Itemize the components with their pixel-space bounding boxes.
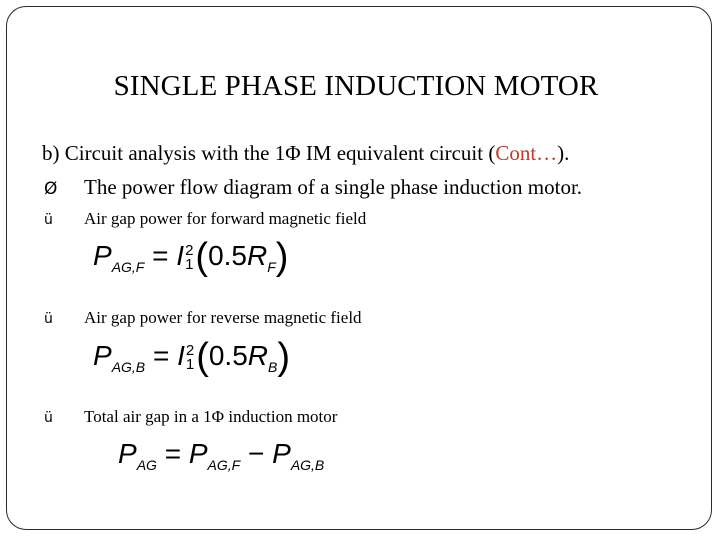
- total-air-gap-power-formula: [118, 438, 324, 473]
- formula-symbol: P: [272, 438, 291, 469]
- main-bullet: [44, 175, 582, 200]
- forward-air-gap-power-formula: [93, 236, 288, 279]
- formula-minus: −: [247, 438, 265, 469]
- formula-symbol: I: [176, 240, 185, 271]
- formula-subscript: AG,B: [111, 359, 146, 375]
- list-item-text: Total air gap in a 1Φ induction motor: [84, 407, 338, 426]
- formula-symbol: P: [93, 340, 112, 371]
- slide-title: SINGLE PHASE INDUCTION MOTOR: [113, 70, 599, 102]
- formula-equals: =: [164, 438, 182, 469]
- formula-symbol: P: [118, 438, 137, 469]
- checkmark-bullet-icon: ü: [44, 311, 53, 327]
- formula-coefficient: 0.5: [208, 240, 247, 271]
- list-item: [44, 209, 366, 229]
- formula-symbol: R: [247, 340, 269, 371]
- formula-superscript: 2: [185, 241, 194, 259]
- formula-supsub: [185, 241, 194, 273]
- formula-subscript: 1: [185, 355, 195, 373]
- formula-paren: ): [277, 336, 291, 378]
- list-item: [44, 407, 337, 427]
- formula-paren: ): [275, 236, 289, 278]
- formula-symbol: P: [188, 438, 208, 469]
- checkmark-bullet-icon: ü: [44, 410, 53, 426]
- list-item: [44, 308, 362, 328]
- formula-paren: (: [196, 336, 209, 378]
- formula-paren: (: [195, 236, 209, 278]
- formula-subscript: AG: [136, 457, 157, 473]
- formula-symbol: R: [247, 240, 268, 271]
- subtitle-suffix: ).: [557, 141, 570, 165]
- formula-symbol: I: [177, 340, 185, 371]
- formula-subscript: AG,B: [290, 457, 325, 473]
- subtitle-prefix: b) Circuit analysis with the 1Φ IM equivalent circuit (: [42, 141, 496, 165]
- main-bullet-text: The power flow diagram of a single phase induction motor.: [84, 175, 583, 199]
- formula-subscript: AG,F: [111, 259, 145, 275]
- formula-subscript: 1: [185, 255, 194, 273]
- formula-subscript: AG,F: [207, 457, 241, 473]
- section-subtitle: [42, 141, 569, 166]
- reverse-air-gap-power-formula: [93, 336, 290, 379]
- formula-subscript: B: [268, 359, 278, 375]
- formula-superscript: 2: [185, 341, 195, 359]
- formula-equals: =: [152, 340, 170, 371]
- formula-supsub: [185, 341, 195, 373]
- checkmark-bullet-icon: ü: [44, 212, 53, 228]
- formula-subscript: F: [267, 259, 276, 275]
- list-item-text: Air gap power for reverse magnetic field: [84, 308, 362, 327]
- formula-symbol: P: [93, 240, 112, 271]
- formula-equals: =: [152, 240, 169, 271]
- subtitle-accent: Cont…: [495, 141, 558, 165]
- arrow-bullet-icon: Ø: [44, 179, 58, 199]
- formula-coefficient: 0.5: [208, 340, 248, 371]
- list-item-text: Air gap power for forward magnetic field: [84, 209, 367, 228]
